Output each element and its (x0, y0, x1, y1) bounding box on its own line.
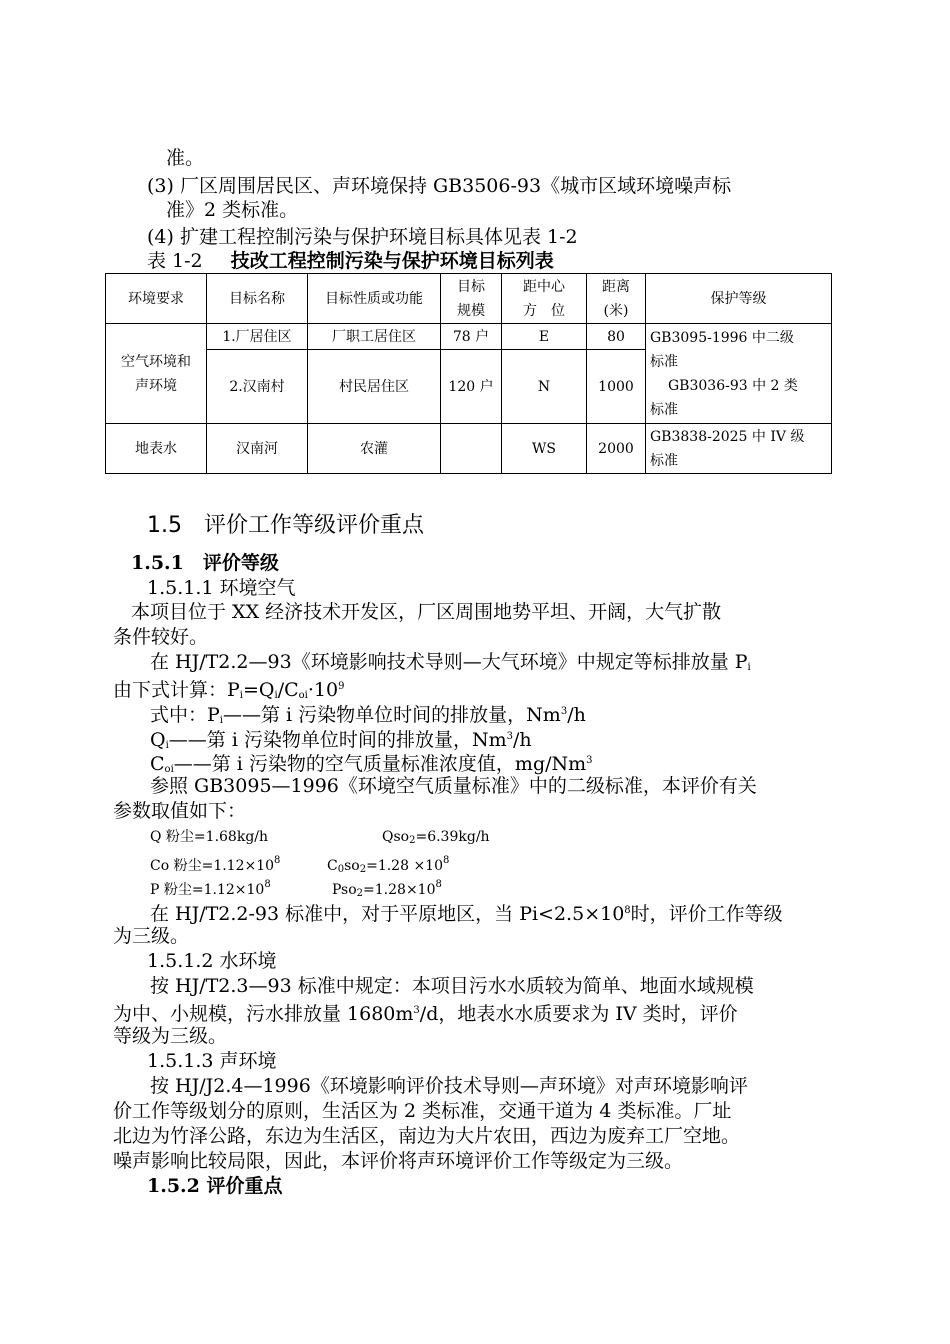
cell-nature: 农灌 (308, 424, 441, 474)
paragraph-line: 按 HJ/T2.3—93 标准中规定：本项目污水水质较为简单、地面水域规模 (150, 975, 754, 997)
table-number: 表 1-2 (147, 250, 203, 272)
table-caption (147, 249, 554, 273)
table-title: 技改工程控制污染与保护环境目标列表 (230, 250, 554, 272)
cell-protection-level: GB3095-1996 中二级 标准 GB3036-93 中 2 类 标准 (646, 324, 832, 424)
subsubsection-heading: 1.5.1.1 环境空气 (147, 577, 296, 599)
param-value: $C_0so_2=1.28 \times 10^8$ (327, 855, 450, 875)
intro-line: 准。 (166, 147, 205, 169)
paragraph-line: 本项目位于 XX 经济技术开发区，厂区周围地势平坦、开阔，大气扩散 (131, 601, 722, 623)
cell-scale: 120 户 (441, 350, 502, 424)
header-cell: 环境要求 (106, 274, 207, 324)
intro-line: 准》2 类标准。 (166, 199, 299, 221)
cell-direction: E (502, 324, 587, 350)
intro-line: (3) 厂区周围居民区、声环境保持 GB3506-93《城市区域环境噪声标 (147, 175, 732, 197)
intro-line: (4) 扩建工程控制污染与保护环境目标具体见表 1-2 (147, 226, 578, 248)
table-row (106, 424, 832, 474)
cell-direction: WS (502, 424, 587, 474)
paragraph-line: 为中、小规模，污水排放量 $1680m^3/d$，地表水水质要求为 IV 类时，评价 (113, 1003, 738, 1025)
paragraph-line: 按 HJ/J2.4—1996《环境影响评价技术导则—声环境》对声环境影响评 (150, 1075, 748, 1097)
param-value: Q 粉尘=1.68kg/h (150, 829, 269, 845)
paragraph-line: 参照 GB3095—1996《环境空气质量标准》中的二级标准，本评价有关 (150, 775, 757, 797)
subsection-heading: 1.5.1 评价等级 (131, 552, 279, 574)
cell-requirement: 空气环境和 声环境 (106, 324, 207, 424)
paragraph-line: 等级为三级。 (113, 1025, 228, 1047)
cell-scale (441, 424, 502, 474)
cell-name: 1.厂居住区 (207, 324, 308, 350)
cell-distance: 2000 (587, 424, 646, 474)
formula-definition: $C_{oi}——$第 i 污染物的空气质量标准浓度值，mg/Nm$^3$ (150, 753, 593, 775)
formula-definition: 式中：$P_i——$第 i 污染物单位时间的排放量，Nm$^3$/h (150, 704, 586, 726)
paragraph-line: 在 HJ/T2.2-93 标准中，对于平原地区，当 $Pi<2.5\times 10^8$时，评价工作等级 (150, 903, 783, 925)
subsection-heading: 1.5.2 评价重点 (147, 1175, 283, 1197)
paragraph-line: 为三级。 (113, 925, 190, 947)
section-heading: 1.5 评价工作等级评价重点 (147, 513, 424, 538)
cell-nature: 村民居住区 (308, 350, 441, 424)
table-row (106, 324, 832, 350)
param-value: Qso$_2$=6.39kg/h (382, 829, 490, 846)
cell-distance: 80 (587, 324, 646, 350)
cell-protection-level: GB3838-2025 中 IV 级 标准 (646, 424, 832, 474)
header-cell: 距中心 方 位 (502, 274, 587, 324)
cell-name: 2.汉南村 (207, 350, 308, 424)
header-cell: 目标 规模 (441, 274, 502, 324)
formula-definition: $Q_i——$第 i 污染物单位时间的排放量，Nm$^3$/h (150, 729, 532, 751)
param-value: $Pso_2=1.28\times 10^8$ (332, 879, 442, 899)
paragraph-line: 在 HJ/T2.2—93《环境影响技术导则—大气环境》中规定等标排放量 $P_i$ (150, 651, 751, 673)
cell-nature: 厂职工居住区 (308, 324, 441, 350)
targets-table (105, 273, 832, 474)
subsubsection-heading: 1.5.1.2 水环境 (147, 950, 277, 972)
cell-distance: 1000 (587, 350, 646, 424)
paragraph-line: 噪声影响比较局限，因此，本评价将声环境评价工作等级定为三级。 (113, 1150, 684, 1172)
paragraph-line: 参数取值如下： (113, 800, 247, 822)
paragraph-line: 价工作等级划分的原则，生活区为 2 类标准，交通干道为 4 类标准。厂址 (113, 1100, 732, 1122)
header-cell: 目标名称 (207, 274, 308, 324)
table-header-row (106, 274, 832, 324)
header-cell: 目标性质或功能 (308, 274, 441, 324)
cell-requirement: 地表水 (106, 424, 207, 474)
cell-name: 汉南河 (207, 424, 308, 474)
param-value: P 粉尘$=1.12\times 10^8$ (150, 879, 271, 898)
cell-scale: 78 户 (441, 324, 502, 350)
param-value: Co 粉尘$=1.12\times 10^8$ (150, 855, 281, 874)
paragraph-line: 条件较好。 (113, 626, 209, 648)
subsubsection-heading: 1.5.1.3 声环境 (147, 1050, 277, 1072)
paragraph-line: 北边为竹泽公路，东边为生活区，南边为大片农田，西边为废弃工厂空地。 (113, 1125, 741, 1147)
cell-direction: N (502, 350, 587, 424)
header-cell: 距离 (米) (587, 274, 646, 324)
header-cell: 保护等级 (646, 274, 832, 324)
formula-line: 由下式计算：$P_i=Q_i/C_{oi}\cdot 10^9$ (113, 679, 345, 701)
